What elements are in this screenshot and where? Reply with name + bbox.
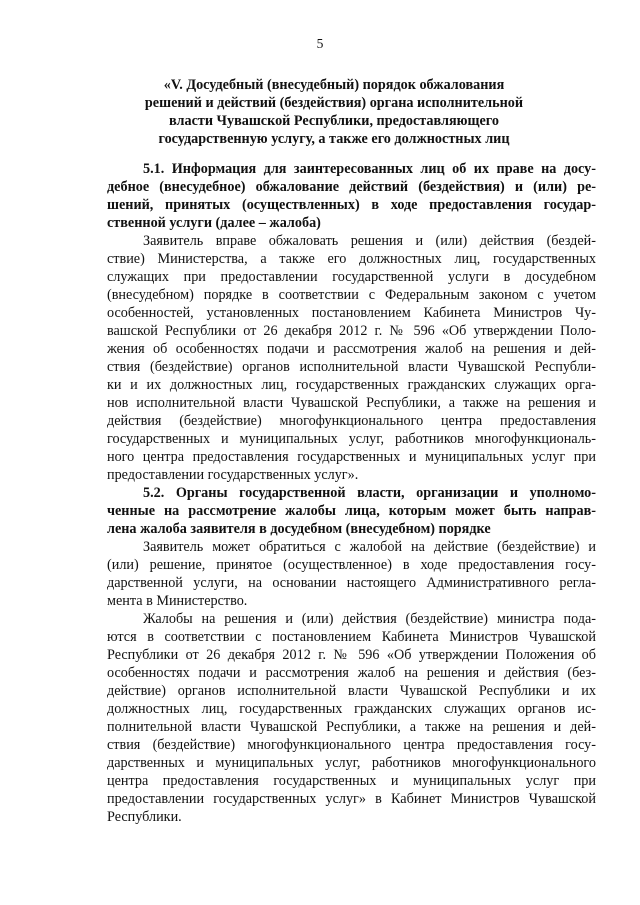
paragraph-line: предоставлении государственных услуг». [107,467,359,483]
heading-line: ченные на рассмотрение жалобы лица, которым может быть направ- [107,503,596,519]
chapter-title-line: решений и действий (бездействия) органа исполнительной [144,95,524,111]
heading-line: лена жалоба заявителя в досудебном (внесудебном) порядке [107,521,491,537]
paragraph-line: Республики. [107,809,182,825]
paragraph-line: нов исполнительной власти Чувашской Республики, а также на решения и [107,395,596,411]
paragraph-line: ствия (бездействие) органов исполнительной власти Чувашской Республи- [107,359,596,375]
paragraph-line: (внесудебном) порядке в соответствии с Федеральным законом с учетом [107,287,596,303]
heading-line: шений, принятых (осуществленных) в ходе предоставления государ- [107,197,596,213]
chapter-title-line: власти Чувашской Республики, предоставляющего [169,113,499,129]
paragraph-line: предоставлении государственных услуг» в Кабинет Министров Чувашской [107,791,596,807]
paragraph-line: ного центра предоставления государственных и муниципальных услуг при [107,449,596,465]
paragraph-line: особенностях подачи и рассмотрения жалоб на решения и действия (без- [107,665,596,681]
section-5-1-heading [107,160,596,232]
heading-line: 5.2. Органы государственной власти, организации и уполномо- [143,485,596,501]
section-5-1-paragraph [107,232,596,484]
paragraph-line: вашской Республики от 26 декабря 2012 г. № 596 «Об утверждении Поло- [107,323,596,339]
paragraph-line: служащих при предоставлении государственной услуги в досудебном [107,269,596,285]
chapter-title-line: государственную услугу, а также его должностных лиц [158,131,510,147]
paragraph-line: Заявитель вправе обжаловать решения и (или) действия (бездей- [143,233,596,249]
paragraph-line: дарственной услуги, на основании настоящего Административного регла- [107,575,596,591]
paragraph-line: ствие) Министерства, а также его должностных лиц, государственных [107,251,596,267]
paragraph-line: Жалобы на решения и (или) действия (бездействие) министра пода- [143,611,596,627]
chapter-title [118,76,550,148]
paragraph-line: действие) органов исполнительной власти Чувашской Республики и их [107,683,596,699]
heading-line: ственной услуги (далее – жалоба) [107,215,321,231]
heading-line: 5.1. Информация для заинтересованных лиц об их праве на досу- [143,161,596,177]
chapter-title-line: «V. Досудебный (внесудебный) порядок обжалования [163,77,505,93]
paragraph-line: (или) решение, принятое (осуществленное) в ходе предоставления госу- [107,557,596,573]
paragraph-line: действия (бездействие) многофункционального центра предоставления [107,413,596,429]
paragraph-line: центра предоставления государственных и муниципальных услуг при [107,773,596,789]
paragraph-line: мента в Министерство. [107,593,248,609]
paragraph-line: дарственных и муниципальных услуг, работников многофункционального [107,755,596,771]
page-number: 5 [316,36,324,51]
paragraph-line: ются в соответствии с постановлением Кабинета Министров Чувашской [107,629,596,645]
paragraph-line: полнительной власти Чувашской Республики, а также на решения и дей- [107,719,596,735]
paragraph-line: ствия (бездействие) многофункционального центра предоставления госу- [107,737,596,753]
paragraph-line: должностных лиц, государственных гражданских служащих органов ис- [107,701,596,717]
section-5-2-heading [107,484,596,538]
paragraph-line: жения об особенностях подачи и рассмотрения жалоб на решения и дей- [107,341,596,357]
section-5-2-paragraph-2 [107,610,596,826]
paragraph-line: ки и их должностных лиц, государственных гражданских служащих орга- [107,377,596,393]
section-5-2-paragraph-1 [107,538,596,610]
heading-line: дебное (внесудебное) обжалование действий (бездействия) и (или) ре- [107,179,596,195]
paragraph-line: особенностей, установленных постановлением Кабинета Министров Чу- [107,305,596,321]
paragraph-line: государственных и муниципальных услуг, работников многофункциональ- [107,431,596,447]
paragraph-line: Республики от 26 декабря 2012 г. № 596 «Об утверждении Положения об [107,647,596,663]
paragraph-line: Заявитель может обратиться с жалобой на действие (бездействие) и [143,539,596,555]
